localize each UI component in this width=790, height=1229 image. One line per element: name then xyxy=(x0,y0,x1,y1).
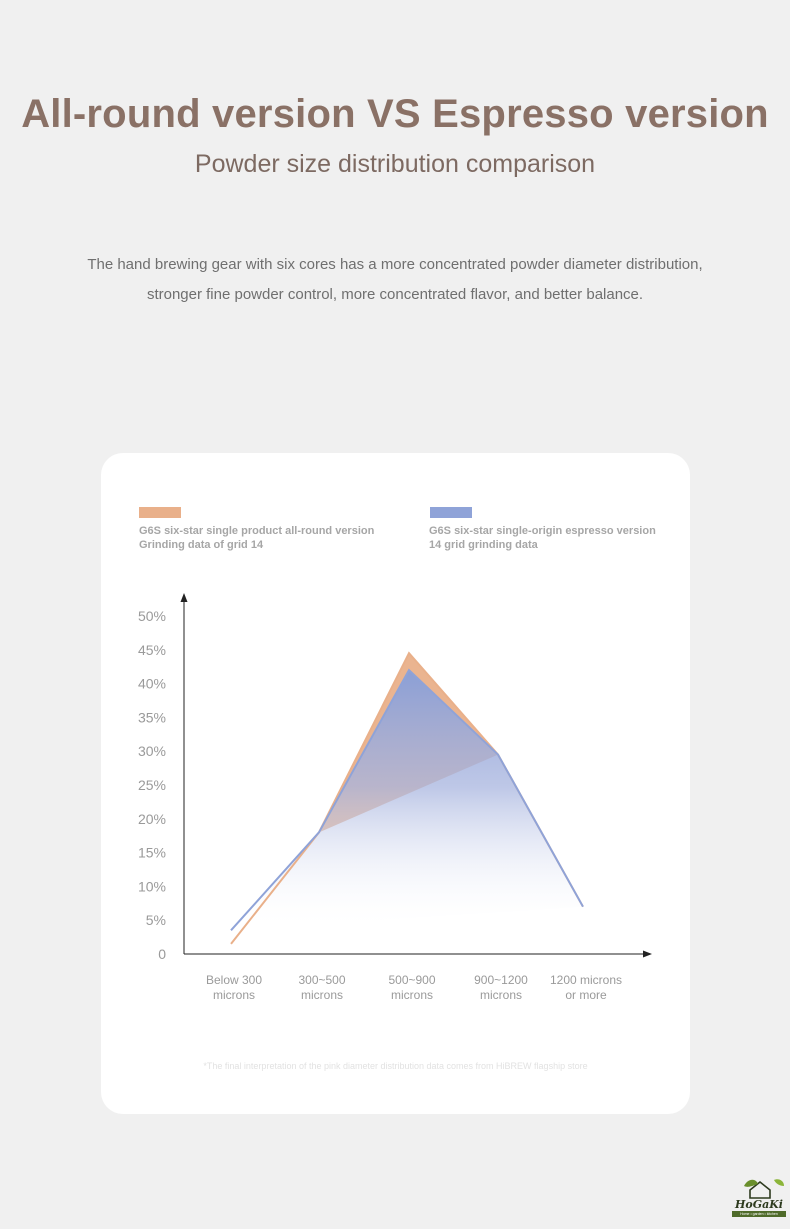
x-category-label: microns xyxy=(390,988,434,1002)
y-tick-label: 30% xyxy=(137,743,166,760)
x-category-label: 1200 microns xyxy=(549,973,623,987)
y-tick-label: 10% xyxy=(137,878,166,895)
legend-espresso-line1: G6S six-star single-origin espresso version xyxy=(429,525,656,537)
distribution-chart xyxy=(101,453,690,1053)
x-category-label: Below 300 xyxy=(205,973,263,987)
description-line-1: The hand brewing gear with six cores has a more concentrated powder diameter distribution, xyxy=(87,256,703,273)
x-category-label: 500~900 xyxy=(388,973,436,987)
description xyxy=(60,250,730,310)
y-tick-label: 45% xyxy=(137,641,166,658)
leaf-house-icon xyxy=(730,1176,788,1200)
chart-card xyxy=(101,453,690,1114)
legend-allround-line2: Grinding data of grid 14 xyxy=(139,539,264,551)
y-tick-label: 35% xyxy=(137,709,166,726)
description-line-2: stronger fine powder control, more concentrated flavor, and better balance. xyxy=(146,286,644,303)
x-category-label: microns xyxy=(300,988,344,1002)
logo-tagline: Home • garden • kitchen xyxy=(732,1211,786,1217)
x-axis-arrow xyxy=(643,951,652,958)
y-tick-label: 0 xyxy=(158,946,166,962)
legend-allround-line1: G6S six-star single product all-round version xyxy=(139,525,375,537)
x-category-label: 900~1200 xyxy=(474,973,528,987)
y-tick-label: 25% xyxy=(137,777,166,793)
page-title: All-round version VS Espresso version xyxy=(21,92,769,136)
area-espresso xyxy=(231,670,583,930)
x-category-label: microns xyxy=(479,988,523,1002)
y-tick-label: 20% xyxy=(137,810,166,827)
y-tick-label: 15% xyxy=(137,844,166,861)
y-axis-arrow xyxy=(181,593,188,602)
brand-logo xyxy=(730,1176,788,1218)
footnote: *The final interpretation of the pink diameter distribution data comes from HiBREW flagship store xyxy=(203,1061,588,1071)
logo-name: HoGaKi xyxy=(735,1198,783,1211)
y-tick-label: 40% xyxy=(137,675,166,692)
x-category-label: microns xyxy=(212,988,256,1002)
y-tick-label: 50% xyxy=(137,608,166,624)
x-category-label: 300~500 xyxy=(298,973,346,987)
x-category-label: or more xyxy=(565,988,607,1002)
page-subtitle: Powder size distribution comparison xyxy=(194,150,596,178)
legend-espresso-line2: 14 grid grinding data xyxy=(429,539,538,551)
y-tick-label: 5% xyxy=(145,912,166,929)
